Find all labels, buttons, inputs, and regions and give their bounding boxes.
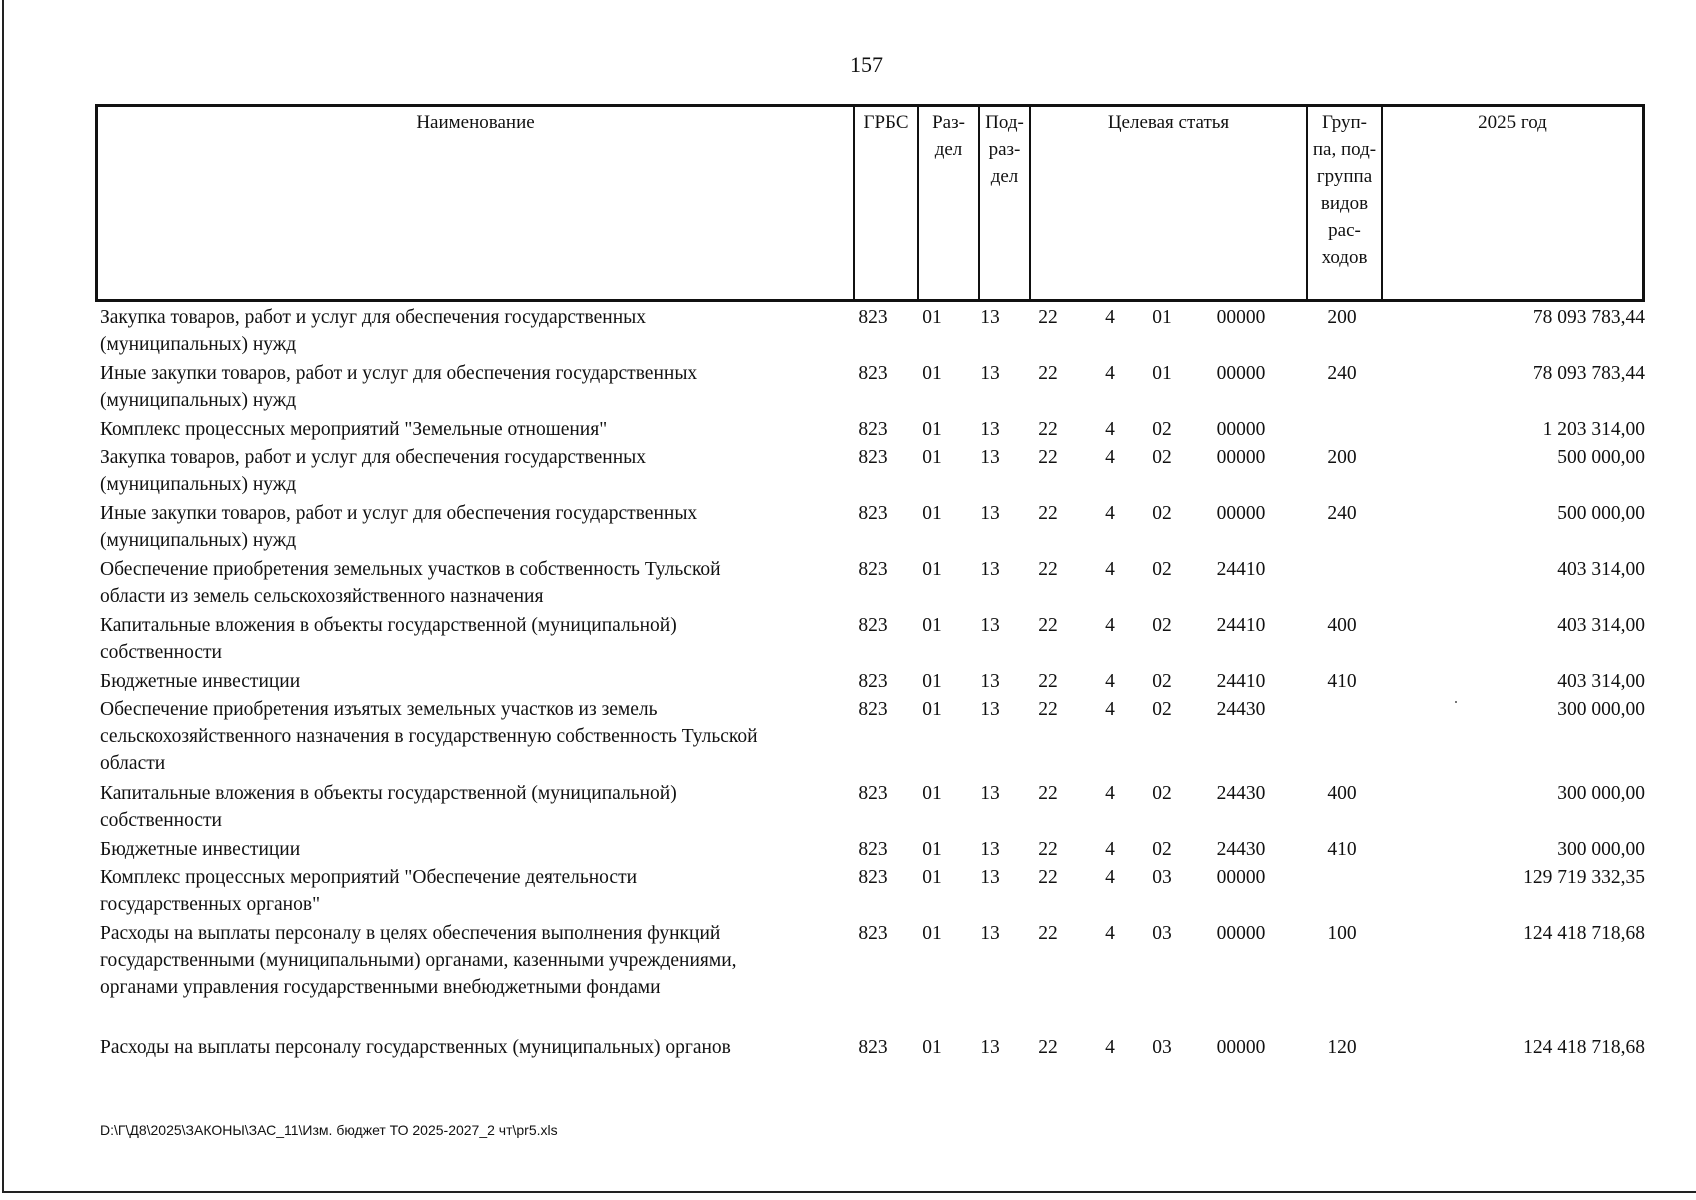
row-target-direction: 24430 [1216,699,1266,720]
row-target-complex: 02 [1152,503,1172,524]
row-target-program: 22 [1038,783,1058,804]
row-expense-group: 200 [1327,447,1357,468]
row-name: Закупка товаров, работ и услуг для обеспечения государственных (муниципальных) нужд [100,307,647,355]
row-target-complex: 02 [1152,699,1172,720]
row-razdel: 01 [922,559,942,580]
row-target-complex: 03 [1152,1037,1172,1058]
row-target-program: 22 [1038,699,1058,720]
row-target-direction: 24410 [1216,615,1266,636]
row-name: Обеспечение приобретения земельных участков в собственность Тульской области из земель сельскохозяйственного назначения [100,559,721,607]
row-podrazdel: 13 [980,615,1000,636]
row-grbs: 823 [858,419,888,440]
row-podrazdel: 13 [980,447,1000,468]
row-amount: 300 000,00 [1557,783,1645,804]
row-name: Капитальные вложения в объекты государственной (муниципальной) собственности [100,615,677,663]
row-target-complex: 01 [1152,307,1172,328]
row-expense-group: 400 [1327,615,1357,636]
row-razdel: 01 [922,671,942,692]
header-target-article: Целевая статья [1031,107,1308,299]
row-amount: 403 314,00 [1557,671,1645,692]
row-podrazdel: 13 [980,839,1000,860]
row-target-program: 22 [1038,419,1058,440]
row-grbs: 823 [858,447,888,468]
row-target-type: 4 [1105,783,1115,804]
row-target-program: 22 [1038,503,1058,524]
row-target-complex: 02 [1152,419,1172,440]
row-target-direction: 00000 [1216,923,1266,944]
row-razdel: 01 [922,923,942,944]
row-target-complex: 02 [1152,447,1172,468]
row-podrazdel: 13 [980,503,1000,524]
row-podrazdel: 13 [980,419,1000,440]
row-amount: 78 093 783,44 [1532,363,1645,384]
row-expense-group: 100 [1327,923,1357,944]
row-target-program: 22 [1038,923,1058,944]
row-target-complex: 02 [1152,671,1172,692]
row-target-direction: 00000 [1216,447,1266,468]
row-razdel: 01 [922,307,942,328]
row-podrazdel: 13 [980,559,1000,580]
row-target-direction: 24410 [1216,671,1266,692]
row-target-direction: 00000 [1216,867,1266,888]
row-target-direction: 00000 [1216,307,1266,328]
row-target-complex: 02 [1152,615,1172,636]
page-frame-left [2,0,4,1193]
row-amount: 300 000,00 [1557,839,1645,860]
row-target-program: 22 [1038,839,1058,860]
page-frame-bottom [2,1191,1696,1193]
row-podrazdel: 13 [980,923,1000,944]
row-grbs: 823 [858,671,888,692]
row-target-direction: 24410 [1216,559,1266,580]
row-target-direction: 24430 [1216,839,1266,860]
row-target-type: 4 [1105,419,1115,440]
header-group: Груп- па, под- группа видов рас- ходов [1308,107,1383,299]
footer-file-path: D:\Г\Д8\2025\ЗАКОНЫ\ЗАС_11\Изм. бюджет ТО 2025-2027_2 чт\pr5.xls [100,1122,558,1138]
row-grbs: 823 [858,867,888,888]
row-expense-group: 410 [1327,671,1357,692]
row-target-complex: 02 [1152,783,1172,804]
row-target-type: 4 [1105,923,1115,944]
row-name: Обеспечение приобретения изъятых земельных участков из земель сельскохозяйственного назначения в государственную собственность Тульской области [100,699,758,774]
row-podrazdel: 13 [980,307,1000,328]
row-target-direction: 00000 [1216,363,1266,384]
row-expense-group: 120 [1327,1037,1357,1058]
row-target-program: 22 [1038,447,1058,468]
row-razdel: 01 [922,615,942,636]
row-grbs: 823 [858,559,888,580]
row-name: Бюджетные инвестиции [100,671,301,692]
row-target-type: 4 [1105,615,1115,636]
row-target-type: 4 [1105,839,1115,860]
header-name: Наименование [98,107,855,299]
row-name: Расходы на выплаты персоналу в целях обеспечения выполнения функций государственными (муниципальными) органами, казенными учреждениями, органами управления государственными внебюджетными фондами [100,923,737,998]
row-amount: 129 719 332,35 [1523,867,1645,888]
row-amount: 124 418 718,68 [1523,1037,1645,1058]
row-name: Комплекс процессных мероприятий "Обеспечение деятельности государственных органов" [100,867,638,915]
row-razdel: 01 [922,1037,942,1058]
header-podrazdel: Под- раз- дел [980,107,1031,299]
row-amount: 1 203 314,00 [1542,419,1645,440]
row-target-program: 22 [1038,615,1058,636]
row-name: Иные закупки товаров, работ и услуг для обеспечения государственных (муниципальных) нужд [100,363,698,411]
row-target-program: 22 [1038,867,1058,888]
row-amount: 403 314,00 [1557,615,1645,636]
row-grbs: 823 [858,615,888,636]
row-grbs: 823 [858,503,888,524]
header-grbs: ГРБС [855,107,919,299]
row-target-direction: 00000 [1216,503,1266,524]
row-expense-group: 240 [1327,503,1357,524]
row-grbs: 823 [858,307,888,328]
row-razdel: 01 [922,699,942,720]
table-header [95,104,1645,302]
row-amount: 124 418 718,68 [1523,923,1645,944]
row-razdel: 01 [922,363,942,384]
row-expense-group: 200 [1327,307,1357,328]
row-target-type: 4 [1105,671,1115,692]
row-podrazdel: 13 [980,783,1000,804]
row-podrazdel: 13 [980,363,1000,384]
row-grbs: 823 [858,839,888,860]
row-target-complex: 03 [1152,923,1172,944]
row-target-type: 4 [1105,867,1115,888]
row-target-type: 4 [1105,1037,1115,1058]
row-target-program: 22 [1038,363,1058,384]
row-name: Бюджетные инвестиции [100,839,301,860]
row-razdel: 01 [922,447,942,468]
row-target-direction: 00000 [1216,419,1266,440]
row-target-type: 4 [1105,447,1115,468]
row-podrazdel: 13 [980,867,1000,888]
row-target-type: 4 [1105,559,1115,580]
row-name: Комплекс процессных мероприятий "Земельные отношения" [100,419,608,440]
row-amount: 300 000,00 [1557,699,1645,720]
row-amount: 500 000,00 [1557,447,1645,468]
row-target-direction: 00000 [1216,1037,1266,1058]
row-expense-group: 400 [1327,783,1357,804]
row-amount: 500 000,00 [1557,503,1645,524]
row-target-type: 4 [1105,699,1115,720]
row-target-program: 22 [1038,559,1058,580]
header-year: 2025 год [1478,112,1547,133]
row-expense-group: 240 [1327,363,1357,384]
row-razdel: 01 [922,867,942,888]
header-razdel: Раз- дел [919,107,980,299]
row-grbs: 823 [858,923,888,944]
row-target-type: 4 [1105,307,1115,328]
row-podrazdel: 13 [980,699,1000,720]
row-razdel: 01 [922,503,942,524]
row-target-complex: 01 [1152,363,1172,384]
row-razdel: 01 [922,783,942,804]
row-target-complex: 02 [1152,559,1172,580]
row-grbs: 823 [858,699,888,720]
row-target-type: 4 [1105,363,1115,384]
row-razdel: 01 [922,839,942,860]
row-target-complex: 02 [1152,839,1172,860]
row-target-direction: 24430 [1216,783,1266,804]
row-podrazdel: 13 [980,671,1000,692]
row-expense-group: 410 [1327,839,1357,860]
row-amount: 78 093 783,44 [1532,307,1645,328]
row-razdel: 01 [922,419,942,440]
row-target-complex: 03 [1152,867,1172,888]
row-grbs: 823 [858,783,888,804]
scan-speck [1455,701,1457,703]
row-name: Капитальные вложения в объекты государственной (муниципальной) собственности [100,783,677,831]
row-podrazdel: 13 [980,1037,1000,1058]
row-target-program: 22 [1038,1037,1058,1058]
row-target-type: 4 [1105,503,1115,524]
row-target-program: 22 [1038,307,1058,328]
row-amount: 403 314,00 [1557,559,1645,580]
row-target-program: 22 [1038,671,1058,692]
row-name: Иные закупки товаров, работ и услуг для обеспечения государственных (муниципальных) нужд [100,503,698,551]
row-name: Расходы на выплаты персоналу государственных (муниципальных) органов [100,1037,731,1058]
row-name: Закупка товаров, работ и услуг для обеспечения государственных (муниципальных) нужд [100,447,647,495]
row-grbs: 823 [858,363,888,384]
row-grbs: 823 [858,1037,888,1058]
page-number: 157 [850,52,883,77]
